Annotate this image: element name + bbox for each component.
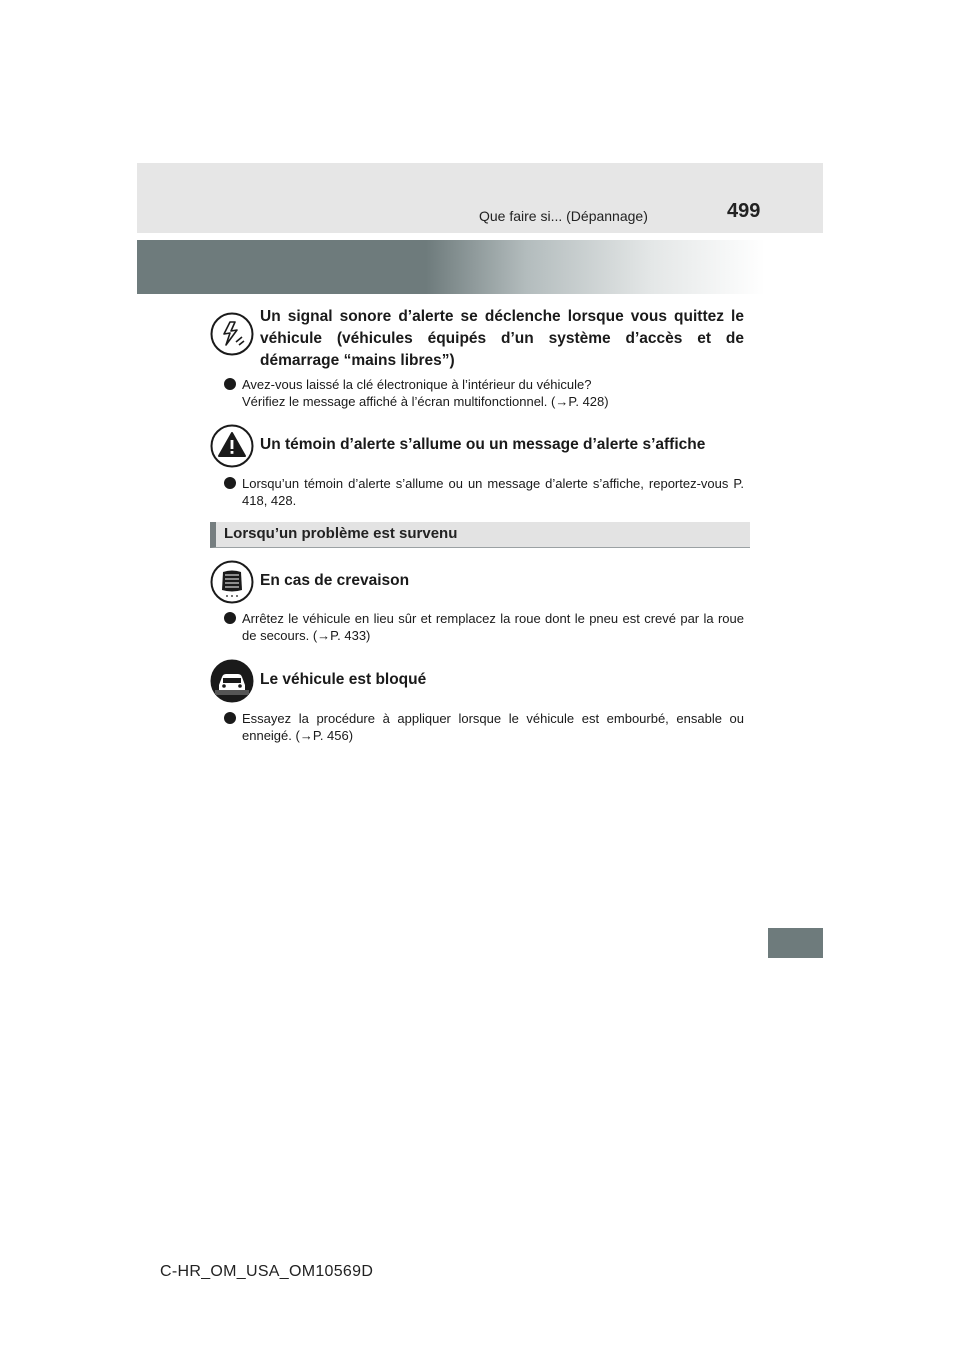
subheading-text: Lorsqu’un problème est survenu bbox=[224, 525, 458, 542]
bullet-flat-tire-text: Arrêtez le véhicule en lieu sûr et remplacez la roue dont le pneu est crevé par la roue de secours. (→P. 433) bbox=[242, 611, 744, 643]
bullet-stuck-text: Essayez la procédure à appliquer lorsque le véhicule est embourbé, ensable ou enneigé. (→P. 456) bbox=[242, 711, 744, 743]
stuck-vehicle-icon bbox=[210, 659, 254, 703]
bullet-dot bbox=[224, 612, 236, 624]
warning-icon bbox=[210, 424, 254, 468]
item-alarm bbox=[210, 306, 750, 416]
bullet-alarm-line1: Avez-vous laissé la clé électronique à l’intérieur du véhicule? bbox=[242, 377, 592, 392]
item-warning bbox=[210, 424, 750, 514]
bullet-alarm-line2: Vérifiez le message affiché à l’écran multifonctionnel. (→P. 428) bbox=[242, 394, 609, 409]
chapter-band bbox=[137, 240, 765, 294]
bullet-alarm bbox=[224, 376, 744, 410]
heading-stuck: Le véhicule est bloqué bbox=[260, 671, 427, 688]
heading-warning: Un témoin d’alerte s’allume ou un message d’alerte s’affiche bbox=[260, 436, 706, 453]
section-title: Que faire si... (Dépannage) bbox=[479, 208, 648, 224]
chapter-tab bbox=[768, 928, 823, 958]
bullet-warning-text: Lorsqu’un témoin d’alerte s’allume ou un message d’alerte s’affiche, reportez-vous P. 418, 428. bbox=[242, 476, 744, 508]
bullet-dot bbox=[224, 712, 236, 724]
bullet-warning bbox=[224, 475, 744, 509]
item-stuck bbox=[210, 659, 750, 749]
bullet-stuck bbox=[224, 710, 744, 744]
item-flat-tire bbox=[210, 560, 750, 650]
heading-alarm: Un signal sonore d’alerte se déclenche lorsque vous quittez le véhicule (véhicules équipés d’un système d’accès et de démarrage “mains libres”) bbox=[260, 308, 744, 369]
alarm-icon bbox=[210, 312, 254, 356]
bullet-dot bbox=[224, 477, 236, 489]
subheading bbox=[210, 522, 750, 548]
footer-code: C-HR_OM_USA_OM10569D bbox=[160, 1263, 374, 1280]
flat-tire-icon bbox=[210, 560, 254, 604]
bullet-dot bbox=[224, 378, 236, 390]
heading-flat-tire: En cas de crevaison bbox=[260, 572, 410, 589]
page-number: 499 bbox=[727, 200, 761, 222]
bullet-flat-tire bbox=[224, 610, 744, 644]
